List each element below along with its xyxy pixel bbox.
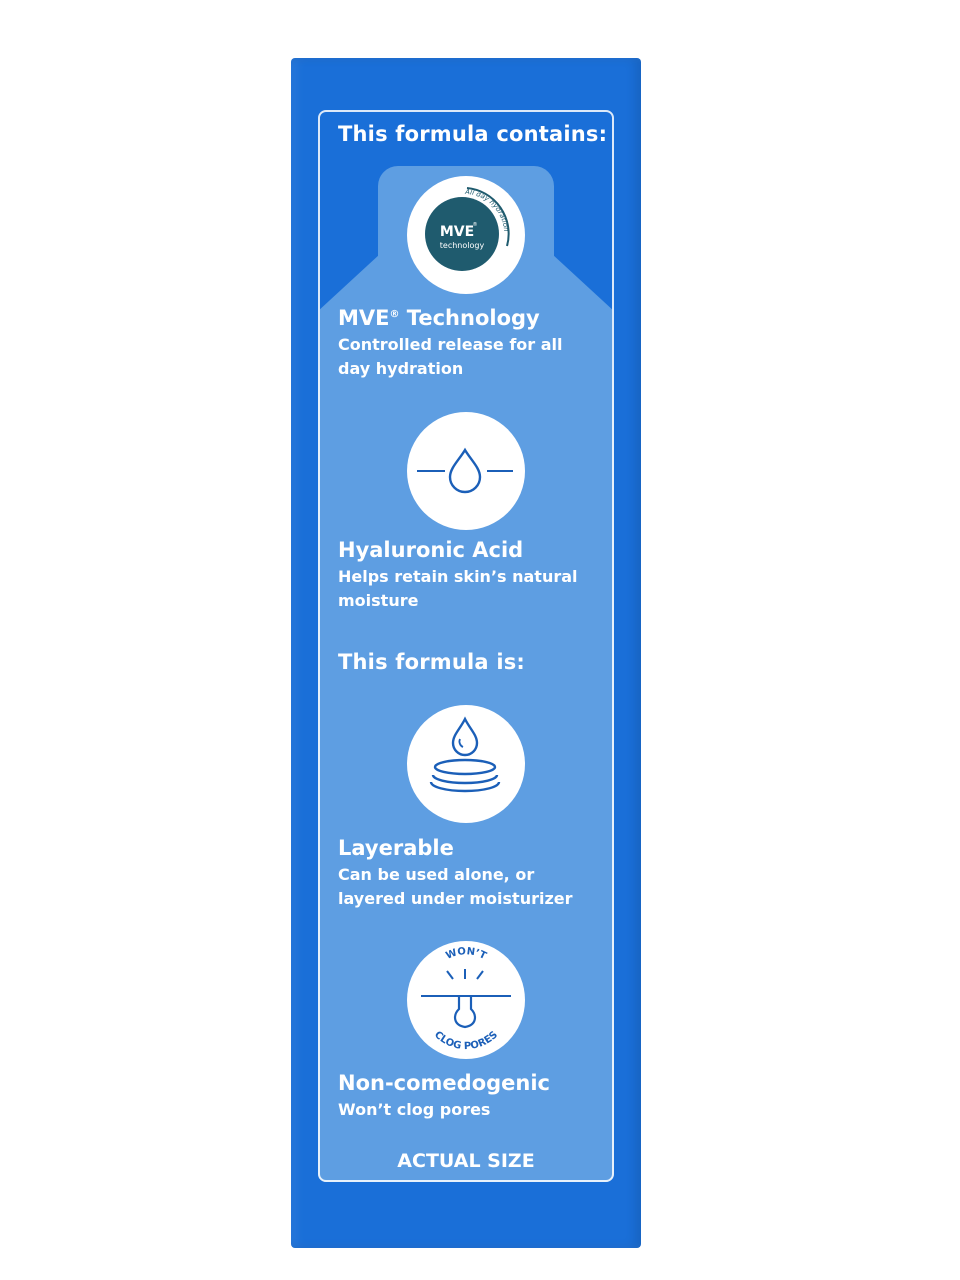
item-title-hyaluronic: Hyaluronic Acid	[338, 538, 524, 562]
badge-bottom-text: CLOG PORES	[431, 1029, 501, 1053]
actual-size-label: ACTUAL SIZE	[397, 1150, 535, 1172]
layered-drop-icon	[407, 705, 525, 823]
item-desc-layerable: Can be used alone, or layered under moisturizer	[338, 865, 573, 908]
item-desc-noncomedogenic: Won’t clog pores	[338, 1100, 491, 1119]
item-title-noncomedogenic: Non-comedogenic	[338, 1071, 550, 1095]
mve-technology-badge-icon	[407, 176, 525, 294]
mve-badge-main: MVE	[439, 224, 475, 240]
heading-formula-contains: This formula contains:	[338, 122, 608, 146]
svg-text:CLOG PORES	[432, 1029, 500, 1052]
mve-ring-text: All day hydration	[464, 187, 511, 233]
item-desc-mve: Controlled release for all day hydration	[338, 335, 563, 378]
svg-text:WON’T	[444, 946, 488, 962]
mve-badge-sub: technology	[439, 241, 485, 250]
mve-badge-reg: ®	[472, 222, 478, 228]
water-drop-icon	[407, 412, 525, 530]
badge-top-text: WON’T	[444, 946, 488, 962]
heading-formula-is: This formula is:	[338, 650, 526, 674]
item-title-mve: MVE® Technology	[338, 306, 540, 330]
wont-clog-pores-icon	[407, 941, 525, 1059]
item-desc-hyaluronic: Helps retain skin’s natural moisture	[338, 567, 578, 610]
item-title-layerable: Layerable	[338, 836, 454, 860]
